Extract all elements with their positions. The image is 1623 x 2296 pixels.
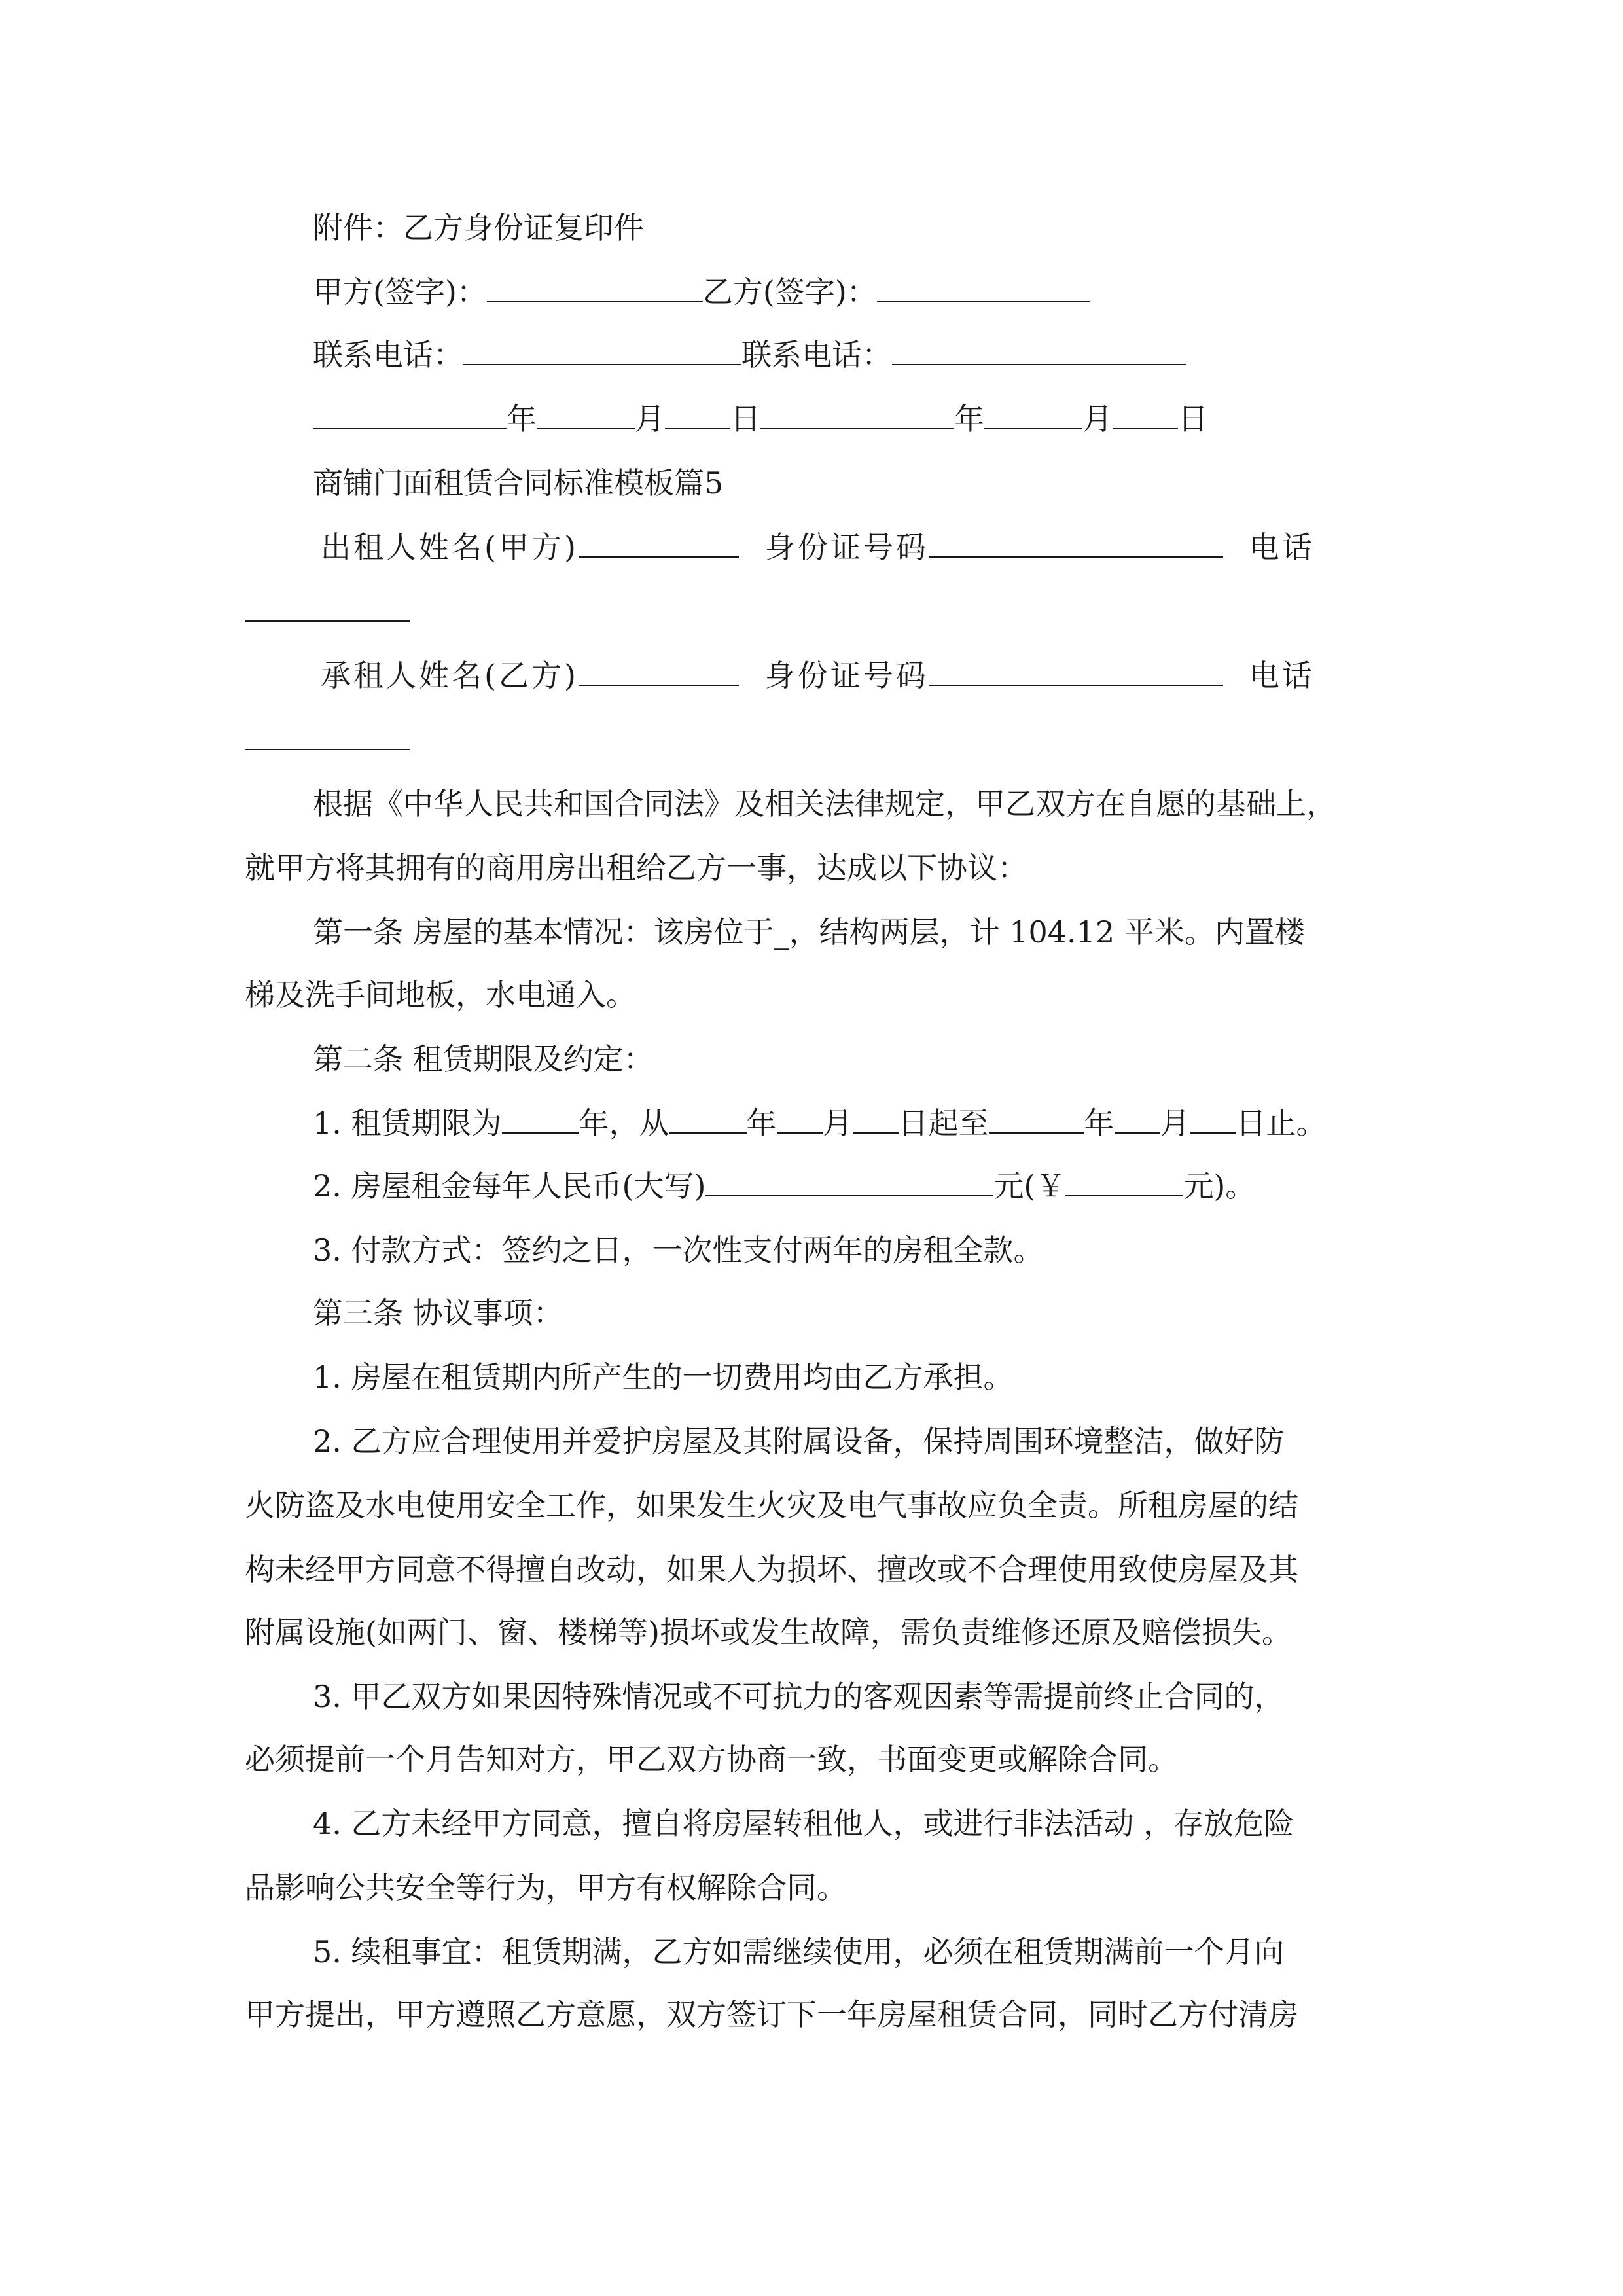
article3-p5-line-2: 甲方提出，甲方遵照乙方意愿，双方签订下一年房屋租赁合同，同时乙方付清房 <box>245 1997 1298 2032</box>
start-month-label: 月 <box>822 1105 853 1141</box>
party-a-year-blank[interactable] <box>313 399 507 429</box>
party-a-month-blank[interactable] <box>537 399 635 429</box>
end-year-label: 年 <box>1084 1105 1115 1141</box>
lessor-name-blank[interactable] <box>579 528 739 558</box>
lessor-id-label: 身份证号码 <box>764 529 929 565</box>
lease-term-prefix: 1. 租赁期限为 <box>313 1105 502 1141</box>
rent-yuan-close-label: 元)。 <box>1183 1168 1256 1204</box>
date-line <box>313 399 1208 439</box>
party-b-signature-label: 乙方(签字)： <box>702 274 877 310</box>
party-a-day-blank[interactable] <box>665 399 730 429</box>
party-b-signature-blank[interactable] <box>877 272 1090 302</box>
article1-line-1: 第一条 房屋的基本情况：该房位于_，结构两层，计 104.12 平米。内置楼 <box>313 914 1305 950</box>
lessor-id-blank[interactable] <box>929 528 1223 558</box>
lessee-phone-label: 电话 <box>1249 658 1315 693</box>
lease-from-label: 年，从 <box>579 1105 669 1141</box>
article3-title: 第三条 协议事项： <box>313 1295 563 1331</box>
start-month-blank[interactable] <box>777 1103 823 1134</box>
rent-yuan-label: 元(￥ <box>993 1168 1066 1204</box>
intro-line-1: 根据《中华人民共和国合同法》及相关法律规定，甲乙双方在自愿的基础上， <box>313 786 1336 821</box>
party-a-phone-label: 联系电话： <box>313 337 463 372</box>
attachment-line: 附件：乙方身份证复印件 <box>313 210 644 245</box>
rent-words-blank[interactable] <box>705 1166 993 1196</box>
party-a-signature-blank[interactable] <box>487 272 703 302</box>
start-year-blank[interactable] <box>669 1103 747 1134</box>
party-b-day-blank[interactable] <box>1113 399 1178 429</box>
lessee-phone-blank[interactable] <box>245 749 410 750</box>
rent-prefix: 2. 房屋租金每年人民币(大写) <box>313 1168 706 1204</box>
phone-line <box>313 335 1186 374</box>
signature-line <box>313 272 1090 312</box>
end-day-blank[interactable] <box>1190 1103 1236 1134</box>
article3-p4-line-2: 品影响公共安全等行为，甲方有权解除合同。 <box>245 1870 847 1905</box>
article1-line-2: 梯及洗手间地板，水电通入。 <box>245 977 636 1013</box>
lessor-phone-label: 电话 <box>1249 529 1315 565</box>
section-title: 商铺门面租赁合同标准模板篇5 <box>313 465 724 501</box>
article3-p2-line-3: 构未经甲方同意不得擅自改动，如果人为损坏、擅改或不合理使用致使房屋及其 <box>245 1552 1298 1587</box>
party-a-phone-blank[interactable] <box>463 335 741 365</box>
lessee-line <box>321 656 1315 695</box>
start-day-label: 日起至 <box>898 1105 989 1141</box>
article3-p1: 1. 房屋在租赁期内所产生的一切费用均由乙方承担。 <box>313 1359 1014 1395</box>
intro-line-2: 就甲方将其拥有的商用房出租给乙方一事，达成以下协议： <box>245 850 1027 886</box>
article3-p3-line-2: 必须提前一个月告知对方，甲乙双方协商一致，书面变更或解除合同。 <box>245 1742 1178 1777</box>
day-label: 日 <box>730 401 760 437</box>
month-label: 月 <box>1082 401 1113 437</box>
rent-amount-blank[interactable] <box>1065 1166 1183 1196</box>
lessee-name-label: 承租人姓名(乙方) <box>321 658 579 693</box>
party-b-phone-label: 联系电话： <box>741 337 892 372</box>
article2-item2 <box>313 1166 1255 1206</box>
lease-years-blank[interactable] <box>502 1103 579 1134</box>
article2-item1 <box>313 1103 1327 1143</box>
article3-p2-line-4: 附属设施(如两门、窗、楼梯等)损坏或发生故障，需负责维修还原及赔偿损失。 <box>245 1615 1292 1650</box>
month-label: 月 <box>635 401 665 437</box>
article2-title: 第二条 租赁期限及约定： <box>313 1041 654 1077</box>
article3-p2-line-2: 火防盗及水电使用安全工作，如果发生火灾及电气事故应负全责。所租房屋的结 <box>245 1488 1298 1523</box>
party-b-phone-blank[interactable] <box>892 335 1186 365</box>
article3-p5-line-1: 5. 续租事宜：租赁期满，乙方如需继续使用，必须在租赁期满前一个月向 <box>313 1934 1285 1969</box>
end-year-blank[interactable] <box>989 1103 1084 1134</box>
end-month-blank[interactable] <box>1115 1103 1160 1134</box>
article2-item3: 3. 付款方式：签约之日，一次性支付两年的房租全款。 <box>313 1232 1044 1268</box>
lessor-phone-blank[interactable] <box>245 620 410 622</box>
lessee-id-blank[interactable] <box>929 656 1223 686</box>
lessee-id-label: 身份证号码 <box>764 658 929 693</box>
lessee-name-blank[interactable] <box>579 656 739 686</box>
article3-p4-line-1: 4. 乙方未经甲方同意，擅自将房屋转租他人，或进行非法活动 ，存放危险 <box>313 1806 1294 1841</box>
end-day-label: 日止。 <box>1236 1105 1327 1141</box>
article3-p3-line-1: 3. 甲乙双方如果因特殊情况或不可抗力的客观因素等需提前终止合同的， <box>313 1679 1285 1714</box>
lessor-line <box>321 528 1315 567</box>
party-b-month-blank[interactable] <box>984 399 1082 429</box>
year-label: 年 <box>507 401 537 437</box>
end-month-label: 月 <box>1160 1105 1190 1141</box>
day-label: 日 <box>1178 401 1208 437</box>
year-label: 年 <box>954 401 984 437</box>
party-a-signature-label: 甲方(签字)： <box>313 274 487 310</box>
party-b-year-blank[interactable] <box>760 399 954 429</box>
article3-p2-line-1: 2. 乙方应合理使用并爱护房屋及其附属设备，保持周围环境整洁，做好防 <box>313 1424 1285 1459</box>
start-day-blank[interactable] <box>853 1103 899 1134</box>
start-year-label: 年 <box>746 1105 777 1141</box>
lessor-name-label: 出租人姓名(甲方) <box>321 529 579 565</box>
